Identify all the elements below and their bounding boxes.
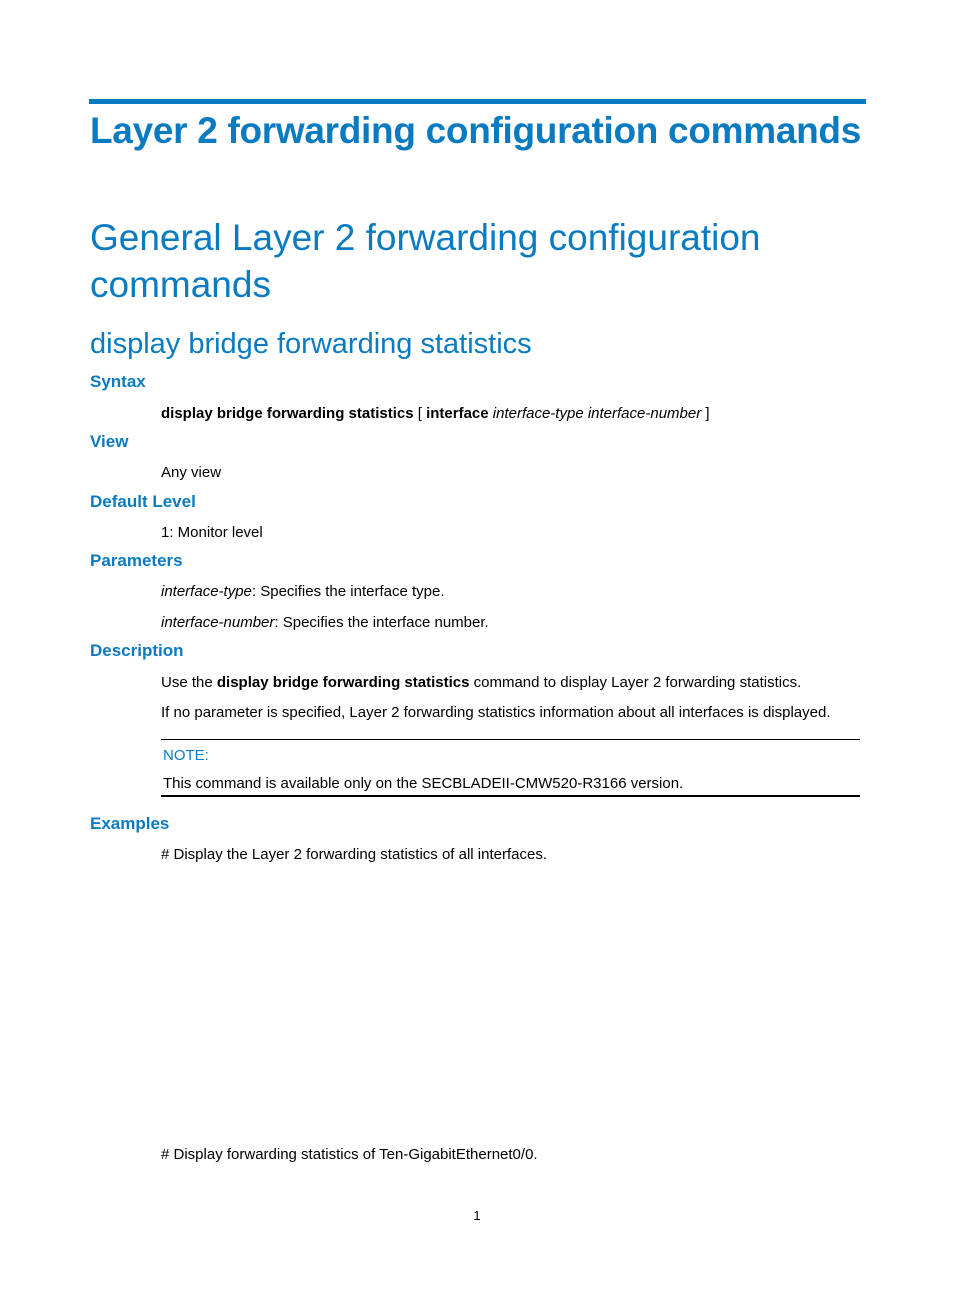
example-2: # Display forwarding statistics of Ten-GigabitEthernet0/0.	[161, 1146, 538, 1163]
default-level-heading: Default Level	[90, 492, 196, 511]
syntax-heading: Syntax	[90, 372, 146, 391]
parameter-item	[161, 613, 489, 633]
description-pre: Use the	[161, 674, 217, 691]
parameter-name: interface-type	[161, 583, 252, 600]
examples-heading: Examples	[90, 814, 170, 833]
note-text: This command is available only on the SECBLADEII-CMW520-R3166 version.	[163, 775, 684, 792]
parameter-name: interface-number	[161, 614, 275, 631]
command-title: display bridge forwarding statistics	[90, 328, 532, 360]
view-heading: View	[90, 432, 129, 451]
syntax-open-bracket: [	[413, 405, 427, 422]
description-line-2: If no parameter is specified, Layer 2 forwarding statistics information about all interfaces is displayed.	[161, 704, 831, 721]
syntax-command: display bridge forwarding statistics	[161, 405, 414, 422]
syntax-line	[161, 404, 710, 424]
parameter-desc: : Specifies the interface number.	[274, 614, 489, 631]
page-number: 1	[473, 1208, 481, 1223]
note-top-rule	[161, 739, 860, 740]
description-post: command to display Layer 2 forwarding statistics.	[469, 674, 802, 691]
syntax-args: interface-type interface-number	[488, 405, 702, 422]
view-text: Any view	[161, 464, 222, 481]
syntax-close-bracket: ]	[701, 405, 710, 422]
example-1: # Display the Layer 2 forwarding statistics of all interfaces.	[161, 846, 548, 863]
parameters-heading: Parameters	[90, 551, 183, 570]
description-heading: Description	[90, 641, 184, 660]
description-line-1	[161, 673, 801, 693]
parameter-item	[161, 582, 445, 602]
note-bottom-rule	[161, 795, 860, 797]
default-level-text: 1: Monitor level	[161, 524, 263, 541]
chapter-title: Layer 2 forwarding configuration commands	[90, 110, 861, 151]
description-command: display bridge forwarding statistics	[216, 674, 470, 691]
syntax-keyword: interface	[426, 405, 489, 422]
note-label: NOTE:	[163, 747, 209, 764]
section-title: General Layer 2 forwarding configuration commands	[90, 217, 761, 305]
parameter-desc: : Specifies the interface type.	[251, 583, 445, 600]
chapter-top-rule	[89, 99, 866, 104]
